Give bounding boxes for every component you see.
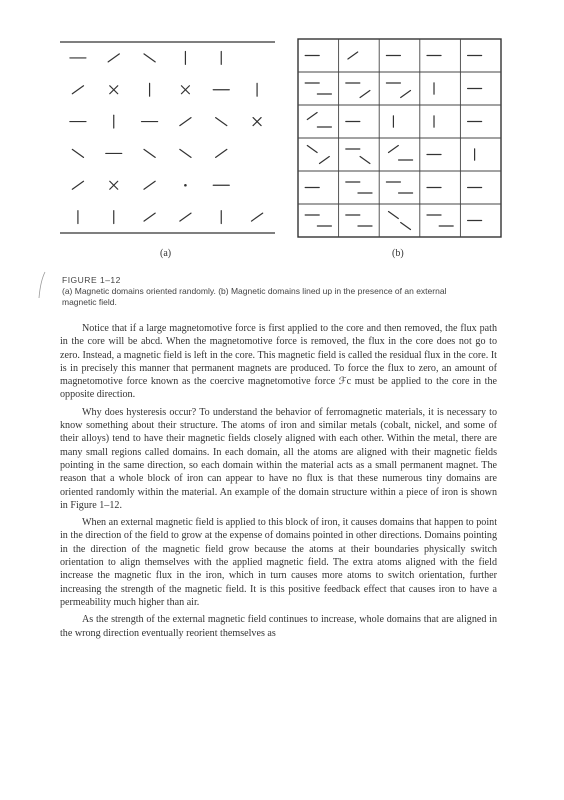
domain-direction-mark	[389, 146, 399, 153]
domain-direction-mark	[360, 91, 370, 98]
domain-direction-mark	[108, 54, 119, 62]
caption-label: FIGURE 1–12	[62, 275, 121, 285]
domain-direction-mark	[144, 213, 155, 221]
panel-b-aligned-domains	[297, 38, 502, 238]
domain-direction-mark	[319, 157, 329, 164]
domain-direction-mark	[307, 146, 317, 153]
domain-direction-mark	[401, 91, 411, 98]
domain-direction-mark	[72, 86, 83, 94]
figure-caption	[62, 275, 482, 308]
domain-direction-mark	[144, 149, 155, 157]
domain-direction-mark	[72, 181, 83, 189]
margin-pencil-mark	[36, 270, 48, 300]
domain-direction-mark	[72, 149, 83, 157]
domain-direction-mark	[144, 54, 155, 62]
domain-direction-mark	[180, 213, 191, 221]
domain-direction-mark	[180, 149, 191, 157]
domain-direction-mark	[216, 118, 227, 126]
domain-direction-mark	[216, 149, 227, 157]
paragraph: Notice that if a large magnetomotive force is first applied to the core and then removed, the flux path in the core will be abcd. When the magnetomotive force is removed, the flux in the core does not go to zero. Instead, a magnetic field is left in the core. This magnetic field is called the residual flux in the core. It is in precisely this manner that permanent magnets are produced. To force the flux to zero, an amount of magnetomotive force known as the coercive magnetomotive force ℱc must be applied to the core in the opposite direction.	[60, 323, 497, 401]
domain-direction-mark	[307, 113, 317, 120]
panel-a-random-domains	[60, 40, 275, 235]
body-text	[60, 322, 497, 644]
caption-text: (a) Magnetic domains oriented randomly. (b) Magnetic domains lined up in the presence of an external magnetic field.	[62, 286, 447, 307]
domain-direction-mark	[144, 181, 155, 189]
domain-direction-mark	[251, 213, 262, 221]
domain-direction-mark	[401, 223, 411, 230]
domain-direction-mark	[180, 118, 191, 126]
panel-a-label: (a)	[160, 248, 172, 259]
domain-direction-mark	[389, 212, 399, 219]
paragraph: As the strength of the external magnetic field continues to increase, whole domains that are aligned in the wrong direction eventually reorient themselves as	[60, 614, 497, 639]
domain-direction-mark	[360, 157, 370, 164]
domain-direction-mark	[348, 52, 358, 59]
figure-1-12	[0, 0, 564, 270]
domain-dot-mark	[184, 184, 187, 187]
paragraph: Why does hysteresis occur? To understand the behavior of ferromagnetic materials, it is necessary to know something about their structure. The atoms of iron and similar metals (cobalt, nickel, and some of their alloys) tend to have their magnetic fields closely aligned with each other. Within the metal, there are many small regions called domains. In each domain, all the atoms are aligned with their magnetic fields pointing in the same direction, so each domain within the material acts as a small permanent magnet. The reason that a whole block of iron can appear to have no flux is that these numerous tiny domains are oriented randomly within the material. An example of the domain structure within a piece of iron is shown in Figure 1–12.	[60, 406, 497, 511]
panel-b-label: (b)	[392, 248, 404, 259]
paragraph: When an external magnetic field is applied to this block of iron, it causes domains that happen to point in the direction of the field to grow at the expense of domains pointed in other directions. Domains pointing in the direction of the magnetic field grow because the atoms at their boundaries physically switch orientation to align themselves with the applied magnetic field. The extra atoms aligned with the field increase the magnetic flux in the iron, which in turn causes more atoms to switch orientation, further increasing the strength of the magnetic field. It is this positive feedback effect that causes iron to have a permeability much higher than air.	[60, 517, 497, 608]
